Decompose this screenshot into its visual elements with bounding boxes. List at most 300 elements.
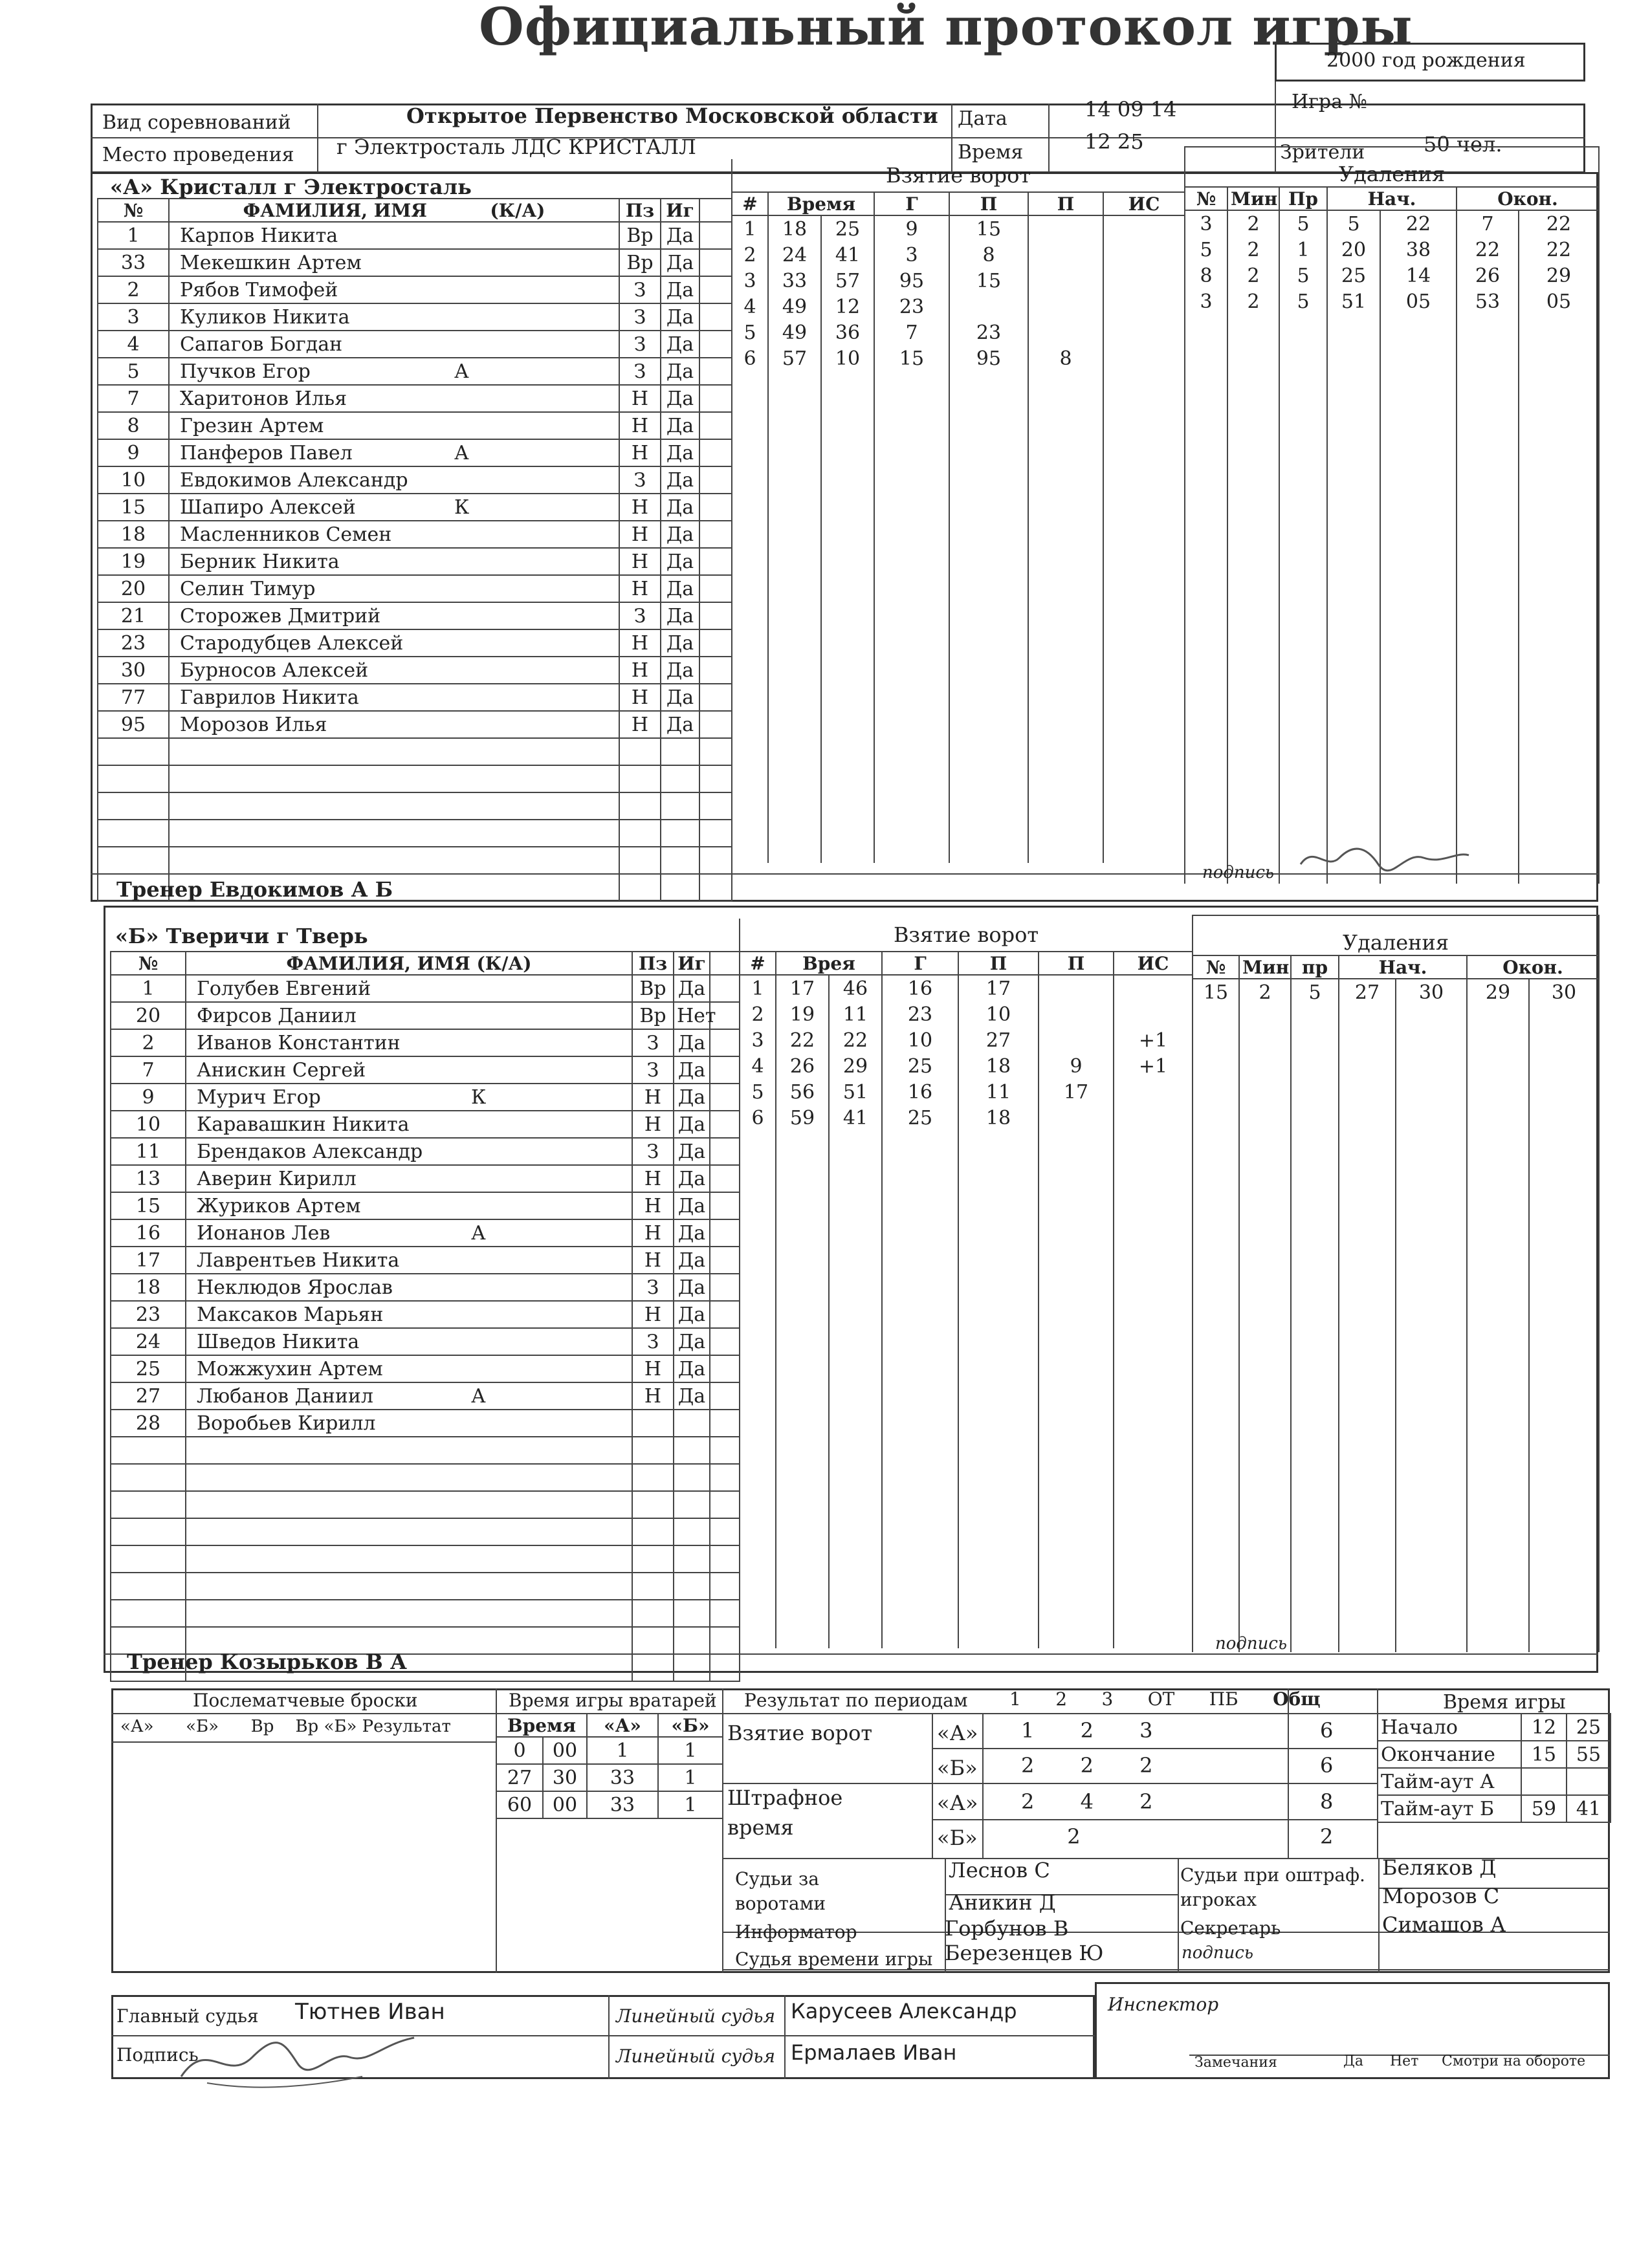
- pen-start-min: [1327, 366, 1380, 392]
- player-name-text: Сапагов Богдан: [180, 333, 343, 356]
- goal-situation: [1103, 268, 1185, 294]
- pen-end-min: [1457, 728, 1519, 754]
- goal-scorer: [874, 630, 949, 656]
- goal-row: [732, 785, 1185, 811]
- goal-second: [829, 1545, 882, 1571]
- pen-start-min: [1327, 703, 1380, 728]
- goal-minute: [776, 1519, 829, 1545]
- pen-end-min: [1457, 340, 1519, 366]
- goal-second: [821, 423, 874, 449]
- player-position: [632, 1491, 674, 1518]
- goal-assist-2: [1028, 785, 1103, 811]
- pen-minutes: [1239, 1135, 1291, 1161]
- goal-second: [821, 371, 874, 397]
- pen-reason: [1291, 1238, 1339, 1264]
- team-a-roster: [97, 198, 732, 902]
- table-row: [98, 792, 732, 820]
- goals-title-row: [740, 919, 1193, 952]
- player-played: [674, 1464, 710, 1491]
- table-row: [111, 1410, 740, 1437]
- goal-assist-1: 95: [949, 345, 1028, 371]
- pen-start-min: [1339, 1212, 1396, 1238]
- goal-minute: 18: [768, 215, 821, 242]
- pen-end-min: [1457, 366, 1519, 392]
- goal-minute: [776, 1183, 829, 1208]
- goal-assist-1: 18: [958, 1053, 1039, 1079]
- pen-number: [1193, 1342, 1239, 1368]
- goal-assist-1: [949, 604, 1028, 630]
- player-played: [674, 1600, 710, 1627]
- goal-row: [740, 1260, 1193, 1286]
- goal-minute: [776, 1131, 829, 1157]
- player-position: З: [619, 358, 661, 385]
- player-name-text: Морозов Илья: [180, 713, 327, 736]
- goal-second: [821, 811, 874, 837]
- goal-minute: [776, 1312, 829, 1338]
- player-played: Да: [661, 439, 699, 466]
- empty-cell: [710, 1437, 740, 1464]
- player-played: [674, 1654, 710, 1681]
- goal-situation: [1103, 371, 1185, 397]
- pen-end-sec: [1519, 677, 1599, 703]
- player-position: З: [619, 466, 661, 494]
- goal-row: [740, 1545, 1193, 1571]
- pen-end-sec: [1529, 1264, 1599, 1290]
- goal-second: [821, 708, 874, 734]
- linesman-2-value: Ермалаев Иван: [791, 2040, 957, 2065]
- goal-index: [732, 708, 768, 734]
- goal-assist-1: [949, 785, 1028, 811]
- goal-second: [829, 1390, 882, 1415]
- player-position: З: [619, 331, 661, 358]
- goals-a-tag: «А»: [937, 1721, 978, 1745]
- penalty-box-judge-1: Беляков Д: [1382, 1855, 1497, 1880]
- col-position: Пз: [619, 199, 661, 222]
- pen-reason: [1279, 521, 1327, 547]
- player-played: Да: [661, 711, 699, 738]
- pen-end-min: [1467, 1005, 1529, 1031]
- goal-row: [732, 837, 1185, 863]
- pen-start-min: 5: [1327, 210, 1380, 237]
- pen-minutes: [1227, 444, 1279, 470]
- goal-col-time: Время: [768, 192, 874, 215]
- player-played: Да: [661, 521, 699, 548]
- pen-start-sec: [1396, 1368, 1467, 1393]
- empty-cell: [699, 602, 732, 629]
- pen-minutes: [1239, 1316, 1291, 1342]
- goal-scorer: [874, 604, 949, 630]
- player-name-text: Лаврентьев Никита: [197, 1248, 400, 1272]
- goal-index: [740, 1234, 776, 1260]
- goal-minute: [768, 397, 821, 423]
- pen-start-sec: [1396, 1161, 1467, 1186]
- pen-minutes: [1239, 1368, 1291, 1393]
- gk-second: 00: [543, 1791, 587, 1818]
- pen-end-sec: [1519, 366, 1599, 392]
- pim-b-total: 2: [1320, 1824, 1334, 1849]
- table-row: [111, 1111, 740, 1138]
- table-row: [111, 1084, 740, 1111]
- timeout-b-hour: 59: [1521, 1795, 1567, 1822]
- pen-end-min: [1457, 547, 1519, 573]
- goal-assist-1: [949, 734, 1028, 759]
- goal-assist-2: [1028, 268, 1103, 294]
- pen-reason: 5: [1279, 263, 1327, 289]
- penalty-row: [1185, 210, 1599, 237]
- player-position: Н: [632, 1111, 674, 1138]
- pen-col-reason: Пр: [1279, 187, 1327, 210]
- pen-number: 3: [1185, 210, 1227, 237]
- pen-start-min: [1339, 1109, 1396, 1135]
- penalties-title: Удаления: [1193, 915, 1599, 955]
- player-name: [169, 575, 619, 602]
- table-row: [98, 439, 732, 466]
- pen-start-min: [1339, 1600, 1396, 1626]
- player-played: Да: [661, 494, 699, 521]
- player-position: Н: [632, 1247, 674, 1274]
- timeout-b-minute: 41: [1567, 1795, 1611, 1822]
- goal-assist-2: [1039, 1364, 1114, 1390]
- goal-minute: 17: [776, 975, 829, 1001]
- table-row: [111, 1301, 740, 1328]
- pen-start-min: [1327, 340, 1380, 366]
- goal-minute: [768, 449, 821, 475]
- goal-minute: 22: [776, 1027, 829, 1053]
- player-position: [619, 874, 661, 901]
- pen-reason: [1279, 573, 1327, 599]
- goal-col-assist2: П: [1039, 952, 1114, 975]
- page-title: Официальный протокол игры: [479, 0, 1413, 57]
- pen-minutes: [1239, 1575, 1291, 1600]
- player-number: 20: [98, 575, 169, 602]
- goal-situation: [1103, 578, 1185, 604]
- goal-index: [740, 1364, 776, 1390]
- goal-assist-1: [949, 552, 1028, 578]
- penalty-row: [1193, 1471, 1599, 1497]
- player-position: [619, 792, 661, 820]
- goal-row: [740, 1571, 1193, 1597]
- table-row: [111, 1219, 740, 1247]
- pen-end-min: [1457, 392, 1519, 418]
- goal-minute: [776, 1364, 829, 1390]
- pen-end-sec: [1519, 496, 1599, 521]
- penalties-title-row: [1193, 915, 1599, 955]
- pen-start-sec: [1380, 521, 1457, 547]
- player-number: [98, 792, 169, 820]
- player-played: Нет: [674, 1002, 710, 1029]
- pen-end-min: [1457, 703, 1519, 728]
- team-b-penalties: [1192, 915, 1600, 1652]
- pen-col-start: Нач.: [1339, 955, 1467, 979]
- goal-minute: [776, 1234, 829, 1260]
- pen-end-min: [1457, 599, 1519, 625]
- player-name: [169, 738, 619, 765]
- pen-start-sec: [1380, 806, 1457, 832]
- empty-cell: [699, 738, 732, 765]
- pen-reason: [1291, 1290, 1339, 1316]
- goal-situation: [1103, 345, 1185, 371]
- penalty-row: [1193, 1316, 1599, 1342]
- goal-assist-1: [958, 1312, 1039, 1338]
- player-position: З: [632, 1274, 674, 1301]
- pen-start-sec: [1380, 754, 1457, 780]
- player-name-text: Грезин Артем: [180, 414, 324, 437]
- pen-start-min: 27: [1339, 979, 1396, 1005]
- pen-reason: [1279, 418, 1327, 444]
- goal-row: [732, 656, 1185, 682]
- pen-start-sec: [1380, 599, 1457, 625]
- goal-assist-2: [1028, 630, 1103, 656]
- goal-second: [821, 604, 874, 630]
- goal-second: [829, 1131, 882, 1157]
- player-name: [169, 602, 619, 629]
- pen-end-min: 26: [1457, 263, 1519, 289]
- penalty-row: [1193, 979, 1599, 1005]
- pen-start-sec: [1380, 340, 1457, 366]
- pen-minutes: [1227, 366, 1279, 392]
- pen-minutes: [1227, 728, 1279, 754]
- goal-minute: [776, 1157, 829, 1183]
- goal-second: [829, 1493, 882, 1519]
- table-row: [111, 1573, 740, 1600]
- pen-start-sec: [1396, 1445, 1467, 1471]
- pen-number: 8: [1185, 263, 1227, 289]
- goal-row: [732, 578, 1185, 604]
- goal-scorer: [882, 1286, 958, 1312]
- player-name-text: Куликов Никита: [180, 305, 350, 329]
- pen-number: [1185, 703, 1227, 728]
- goal-judge-1: Леснов С: [949, 1858, 1050, 1882]
- goal-row: [732, 475, 1185, 501]
- pen-number: [1185, 651, 1227, 677]
- empty-cell: [710, 1165, 740, 1192]
- goal-scorer: [882, 1545, 958, 1571]
- goal-scorer: [874, 759, 949, 785]
- table-row: [98, 358, 732, 385]
- penalty-row: [1193, 1368, 1599, 1393]
- table-row: [98, 657, 732, 684]
- table-row: [111, 1274, 740, 1301]
- pen-end-sec: [1529, 1600, 1599, 1626]
- pen-minutes: [1227, 780, 1279, 806]
- secretary-value: Симашов А: [1382, 1912, 1506, 1937]
- goal-assist-1: 15: [949, 268, 1028, 294]
- goal-row: [740, 1079, 1193, 1105]
- table-row: [98, 412, 732, 439]
- pen-minutes: [1239, 1057, 1291, 1083]
- player-name: [186, 1274, 632, 1301]
- goal-situation: [1114, 1390, 1193, 1415]
- date-label: Дата: [958, 107, 1007, 130]
- end-minute: 55: [1567, 1741, 1611, 1768]
- pen-end-sec: [1529, 1057, 1599, 1083]
- informer-value: Горбунов В: [945, 1916, 1069, 1941]
- goal-assist-2: 17: [1039, 1079, 1114, 1105]
- goal-second: [821, 837, 874, 863]
- goal-second: [829, 1157, 882, 1183]
- goal-situation: [1103, 708, 1185, 734]
- goal-scorer: [874, 734, 949, 759]
- table-row: [111, 1518, 740, 1545]
- pen-start-sec: [1396, 1497, 1467, 1523]
- pen-end-min: [1467, 1316, 1529, 1342]
- pen-end-sec: [1529, 1186, 1599, 1212]
- goal-scorer: [882, 1338, 958, 1364]
- player-name: [169, 521, 619, 548]
- player-played: Да: [674, 1029, 710, 1056]
- goal-assist-2: [1039, 1001, 1114, 1027]
- player-number: 33: [98, 249, 169, 276]
- penalty-row: [1193, 1238, 1599, 1264]
- player-position: Н: [619, 711, 661, 738]
- remarks-no: Нет: [1390, 2053, 1419, 2069]
- player-name: [186, 1600, 632, 1627]
- player-position: Н: [619, 548, 661, 575]
- goal-index: [732, 449, 768, 475]
- empty-cell: [699, 358, 732, 385]
- empty-cell: [710, 1518, 740, 1545]
- player-played: Да: [661, 222, 699, 249]
- player-name: [169, 792, 619, 820]
- goal-assist-2: [1028, 423, 1103, 449]
- goal-index: [740, 1286, 776, 1312]
- pen-end-sec: [1529, 1445, 1599, 1471]
- goal-situation: [1103, 242, 1185, 268]
- empty-cell: [699, 765, 732, 792]
- player-name: [169, 711, 619, 738]
- empty-cell: [699, 684, 732, 711]
- player-number: [98, 765, 169, 792]
- empty-cell: [710, 1382, 740, 1410]
- player-number: 28: [111, 1410, 186, 1437]
- player-number: 15: [98, 494, 169, 521]
- pen-reason: [1279, 703, 1327, 728]
- goal-index: 5: [732, 320, 768, 345]
- player-position: З: [619, 602, 661, 629]
- gk-row: [496, 1791, 723, 1818]
- goal-assist-1: [949, 397, 1028, 423]
- goal-assist-1: [958, 1364, 1039, 1390]
- empty-cell: [699, 466, 732, 494]
- goals-b-tag: «Б»: [937, 1756, 978, 1780]
- empty-cell: [710, 1056, 740, 1084]
- pen-start-sec: [1380, 780, 1457, 806]
- goal-col-assist2: П: [1028, 192, 1103, 215]
- pen-minutes: [1227, 754, 1279, 780]
- player-number: 9: [98, 439, 169, 466]
- periods-cols: 1 2 3 ОТ ПБ Общ: [1009, 1688, 1321, 1710]
- pen-minutes: [1239, 1393, 1291, 1419]
- goal-row: [740, 1467, 1193, 1493]
- goal-col-assist1: П: [958, 952, 1039, 975]
- pen-reason: [1279, 547, 1327, 573]
- pen-end-sec: [1519, 599, 1599, 625]
- goal-situation: [1114, 1260, 1193, 1286]
- goal-scorer: 16: [882, 975, 958, 1001]
- pen-minutes: [1227, 392, 1279, 418]
- pen-number: [1193, 1109, 1239, 1135]
- pen-end-sec: [1519, 547, 1599, 573]
- pen-minutes: [1227, 314, 1279, 340]
- penalty-row: [1185, 263, 1599, 289]
- player-name-text: Бурносов Алексей: [180, 659, 369, 682]
- goal-index: 1: [740, 975, 776, 1001]
- player-number: 18: [98, 521, 169, 548]
- goal-minute: [768, 656, 821, 682]
- goal-scorer: [882, 1622, 958, 1648]
- goal-assist-1: [949, 682, 1028, 708]
- pen-end-sec: 22: [1519, 210, 1599, 237]
- goal-row: [740, 1312, 1193, 1338]
- pen-minutes: [1239, 1290, 1291, 1316]
- pen-end-sec: [1519, 573, 1599, 599]
- player-name-text: Масленников Семен: [180, 523, 392, 546]
- goal-situation: [1114, 1312, 1193, 1338]
- goal-minute: [768, 837, 821, 863]
- empty-cell: [710, 1219, 740, 1247]
- penalty-row: [1193, 1186, 1599, 1212]
- goal-assist-2: [1028, 501, 1103, 527]
- pen-minutes: 2: [1227, 263, 1279, 289]
- pen-reason: [1291, 1057, 1339, 1083]
- player-played: Да: [661, 276, 699, 303]
- penalty-row: [1185, 625, 1599, 651]
- penalty-row: [1193, 1549, 1599, 1575]
- table-row: [111, 1600, 740, 1627]
- player-name: [186, 1328, 632, 1355]
- pen-reason: [1291, 1212, 1339, 1238]
- player-position: Н: [619, 657, 661, 684]
- player-number: 7: [98, 385, 169, 412]
- goal-row: [732, 734, 1185, 759]
- pen-minutes: [1239, 1031, 1291, 1057]
- goal-second: [829, 1415, 882, 1441]
- pen-end-min: [1457, 780, 1519, 806]
- empty-cell: [710, 1410, 740, 1437]
- pen-minutes: [1227, 470, 1279, 496]
- pen-end-sec: [1519, 703, 1599, 728]
- player-played: Да: [674, 1165, 710, 1192]
- table-row: [111, 1192, 740, 1219]
- goal-minute: [768, 811, 821, 837]
- goal-second: 41: [821, 242, 874, 268]
- goal-assist-2: [1028, 215, 1103, 242]
- goal-assist-2: [1039, 1027, 1114, 1053]
- goal-assist-1: [949, 475, 1028, 501]
- goal-index: 3: [740, 1027, 776, 1053]
- pen-start-sec: [1396, 1342, 1467, 1368]
- goal-assist-1: [958, 1208, 1039, 1234]
- empty-cell: [710, 1192, 740, 1219]
- team-a-coach: Тренер Евдокимов А Б: [116, 877, 393, 902]
- goal-row: [732, 268, 1185, 294]
- player-played: Да: [674, 1056, 710, 1084]
- goal-situation: [1114, 1622, 1193, 1648]
- gk-goalie-a: 33: [587, 1764, 658, 1791]
- player-position: Н: [619, 684, 661, 711]
- periods-title: Результат по периодам: [744, 1690, 968, 1711]
- gk-second: 00: [543, 1737, 587, 1764]
- goal-second: 12: [821, 294, 874, 320]
- goal-row: [740, 1131, 1193, 1157]
- pen-end-min: [1467, 1497, 1529, 1523]
- goal-index: [740, 1157, 776, 1183]
- pen-reason: [1291, 1186, 1339, 1212]
- goal-index: [732, 501, 768, 527]
- pen-start-sec: 05: [1380, 289, 1457, 314]
- player-name-text: Максаков Марьян: [197, 1303, 384, 1326]
- table-row: [98, 629, 732, 657]
